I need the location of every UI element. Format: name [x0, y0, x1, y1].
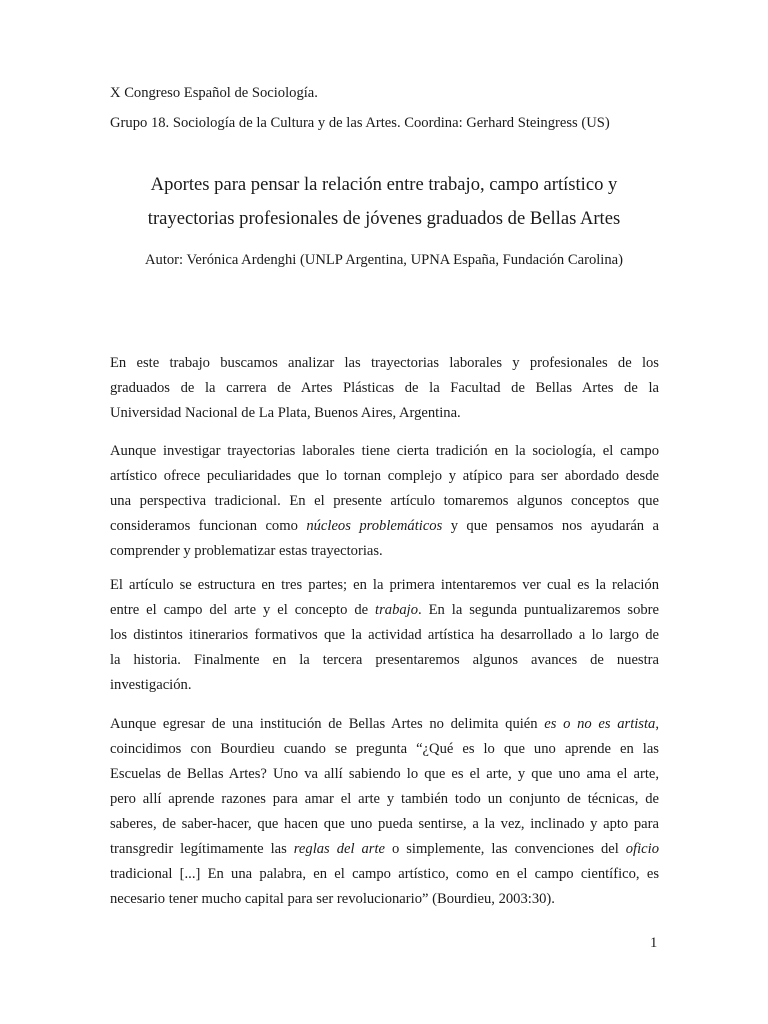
text-line	[110, 573, 659, 598]
paragraph-1	[110, 351, 659, 426]
italic-term: oficio	[625, 841, 659, 857]
text-span: tradicional [...] En una palabra, en el campo artístico, como en el campo científico, es	[110, 866, 659, 882]
text-line	[110, 762, 659, 787]
text-line	[110, 837, 659, 862]
text-line	[110, 489, 659, 514]
italic-term: reglas del arte	[293, 841, 385, 857]
text-line	[110, 439, 659, 464]
text-line	[110, 737, 659, 762]
text-line	[110, 787, 659, 812]
italic-term: trabajo	[375, 602, 419, 618]
text-span: saberes, de saber-hacer, que hacen que uno pueda sentirse, a la vez, inclinado y apto para	[110, 816, 659, 832]
text-line	[110, 862, 659, 887]
paragraph-4	[110, 712, 659, 912]
text-line	[110, 598, 659, 623]
text-span: pero allí aprende razones para amar el arte y también todo un conjunto de técnicas, de	[110, 791, 659, 807]
text-span: Aunque egresar de una institución de Bellas Artes no delimita quién	[110, 716, 545, 732]
page-number: 1	[650, 935, 658, 951]
text-span: los distintos itinerarios formativos que la actividad artística ha desarrollado a lo largo de	[110, 627, 659, 643]
paragraph-3	[110, 573, 659, 698]
text-line	[110, 648, 659, 673]
text-span: ,	[655, 716, 659, 732]
text-span: graduados de la carrera de Artes Plásticas de la Facultad de Bellas Artes de la	[110, 380, 659, 396]
text-span: Escuelas de Bellas Artes? Uno va allí sabiendo lo que es el arte, y que uno ama el arte,	[110, 766, 659, 782]
text-span: artístico ofrece peculiaridades que lo tornan complejo y atípico para ser abordado desde	[110, 468, 659, 484]
text-line	[110, 887, 659, 912]
text-line	[110, 539, 659, 564]
italic-term: núcleos problemáticos	[306, 518, 443, 534]
author-line: Autor: Verónica Ardenghi (UNLP Argentina, UPNA España, Fundación Carolina)	[144, 252, 623, 268]
text-span: coincidimos con Bourdieu cuando se pregunta “¿Qué es lo que uno aprende en las	[110, 741, 659, 757]
text-span: El artículo se estructura en tres partes; en la primera intentaremos ver cual es la relación	[110, 577, 659, 593]
italic-term: es o no es artista	[544, 716, 656, 732]
text-line	[110, 464, 659, 489]
text-line	[110, 376, 659, 401]
paragraph-2	[110, 439, 659, 564]
text-span: necesario tener mucho capital para ser revolucionario” (Bourdieu, 2003:30).	[110, 891, 555, 907]
text-span: y que pensamos nos ayudarán a	[442, 518, 659, 534]
group-coordinator-line: Grupo 18. Sociología de la Cultura y de las Artes. Coordina: Gerhard Steingress (US)	[110, 115, 610, 131]
paper-title-line-2: trayectorias profesionales de jóvenes graduados de Bellas Artes	[147, 208, 621, 229]
text-span: Aunque investigar trayectorias laborales tiene cierta tradición en la sociología, el campo	[110, 443, 659, 459]
text-span: En este trabajo buscamos analizar las trayectorias laborales y profesionales de los	[110, 355, 659, 371]
text-span: entre el campo del arte y el concepto de	[110, 602, 376, 618]
conference-name: X Congreso Español de Sociología.	[110, 85, 318, 101]
text-line	[110, 712, 659, 737]
text-span: la historia. Finalmente en la tercera presentaremos algunos avances de nuestra	[110, 652, 659, 668]
text-span: transgredir legítimamente las	[110, 841, 294, 857]
text-line	[110, 514, 659, 539]
text-line	[110, 812, 659, 837]
text-span: investigación.	[110, 677, 192, 693]
text-span: . En la segunda puntualizaremos sobre	[418, 602, 659, 618]
text-span: una perspectiva tradicional. En el presente artículo tomaremos algunos conceptos que	[110, 493, 659, 509]
text-span: Universidad Nacional de La Plata, Buenos Aires, Argentina.	[110, 405, 461, 421]
text-line	[110, 673, 659, 698]
text-line	[110, 401, 659, 426]
text-span: o simplemente, las convenciones del	[385, 841, 626, 857]
paper-title-line-1: Aportes para pensar la relación entre trabajo, campo artístico y	[150, 174, 618, 195]
text-span: consideramos funcionan como	[110, 518, 307, 534]
text-span: comprender y problematizar estas trayectorias.	[110, 543, 383, 559]
text-line	[110, 623, 659, 648]
text-line	[110, 351, 659, 376]
